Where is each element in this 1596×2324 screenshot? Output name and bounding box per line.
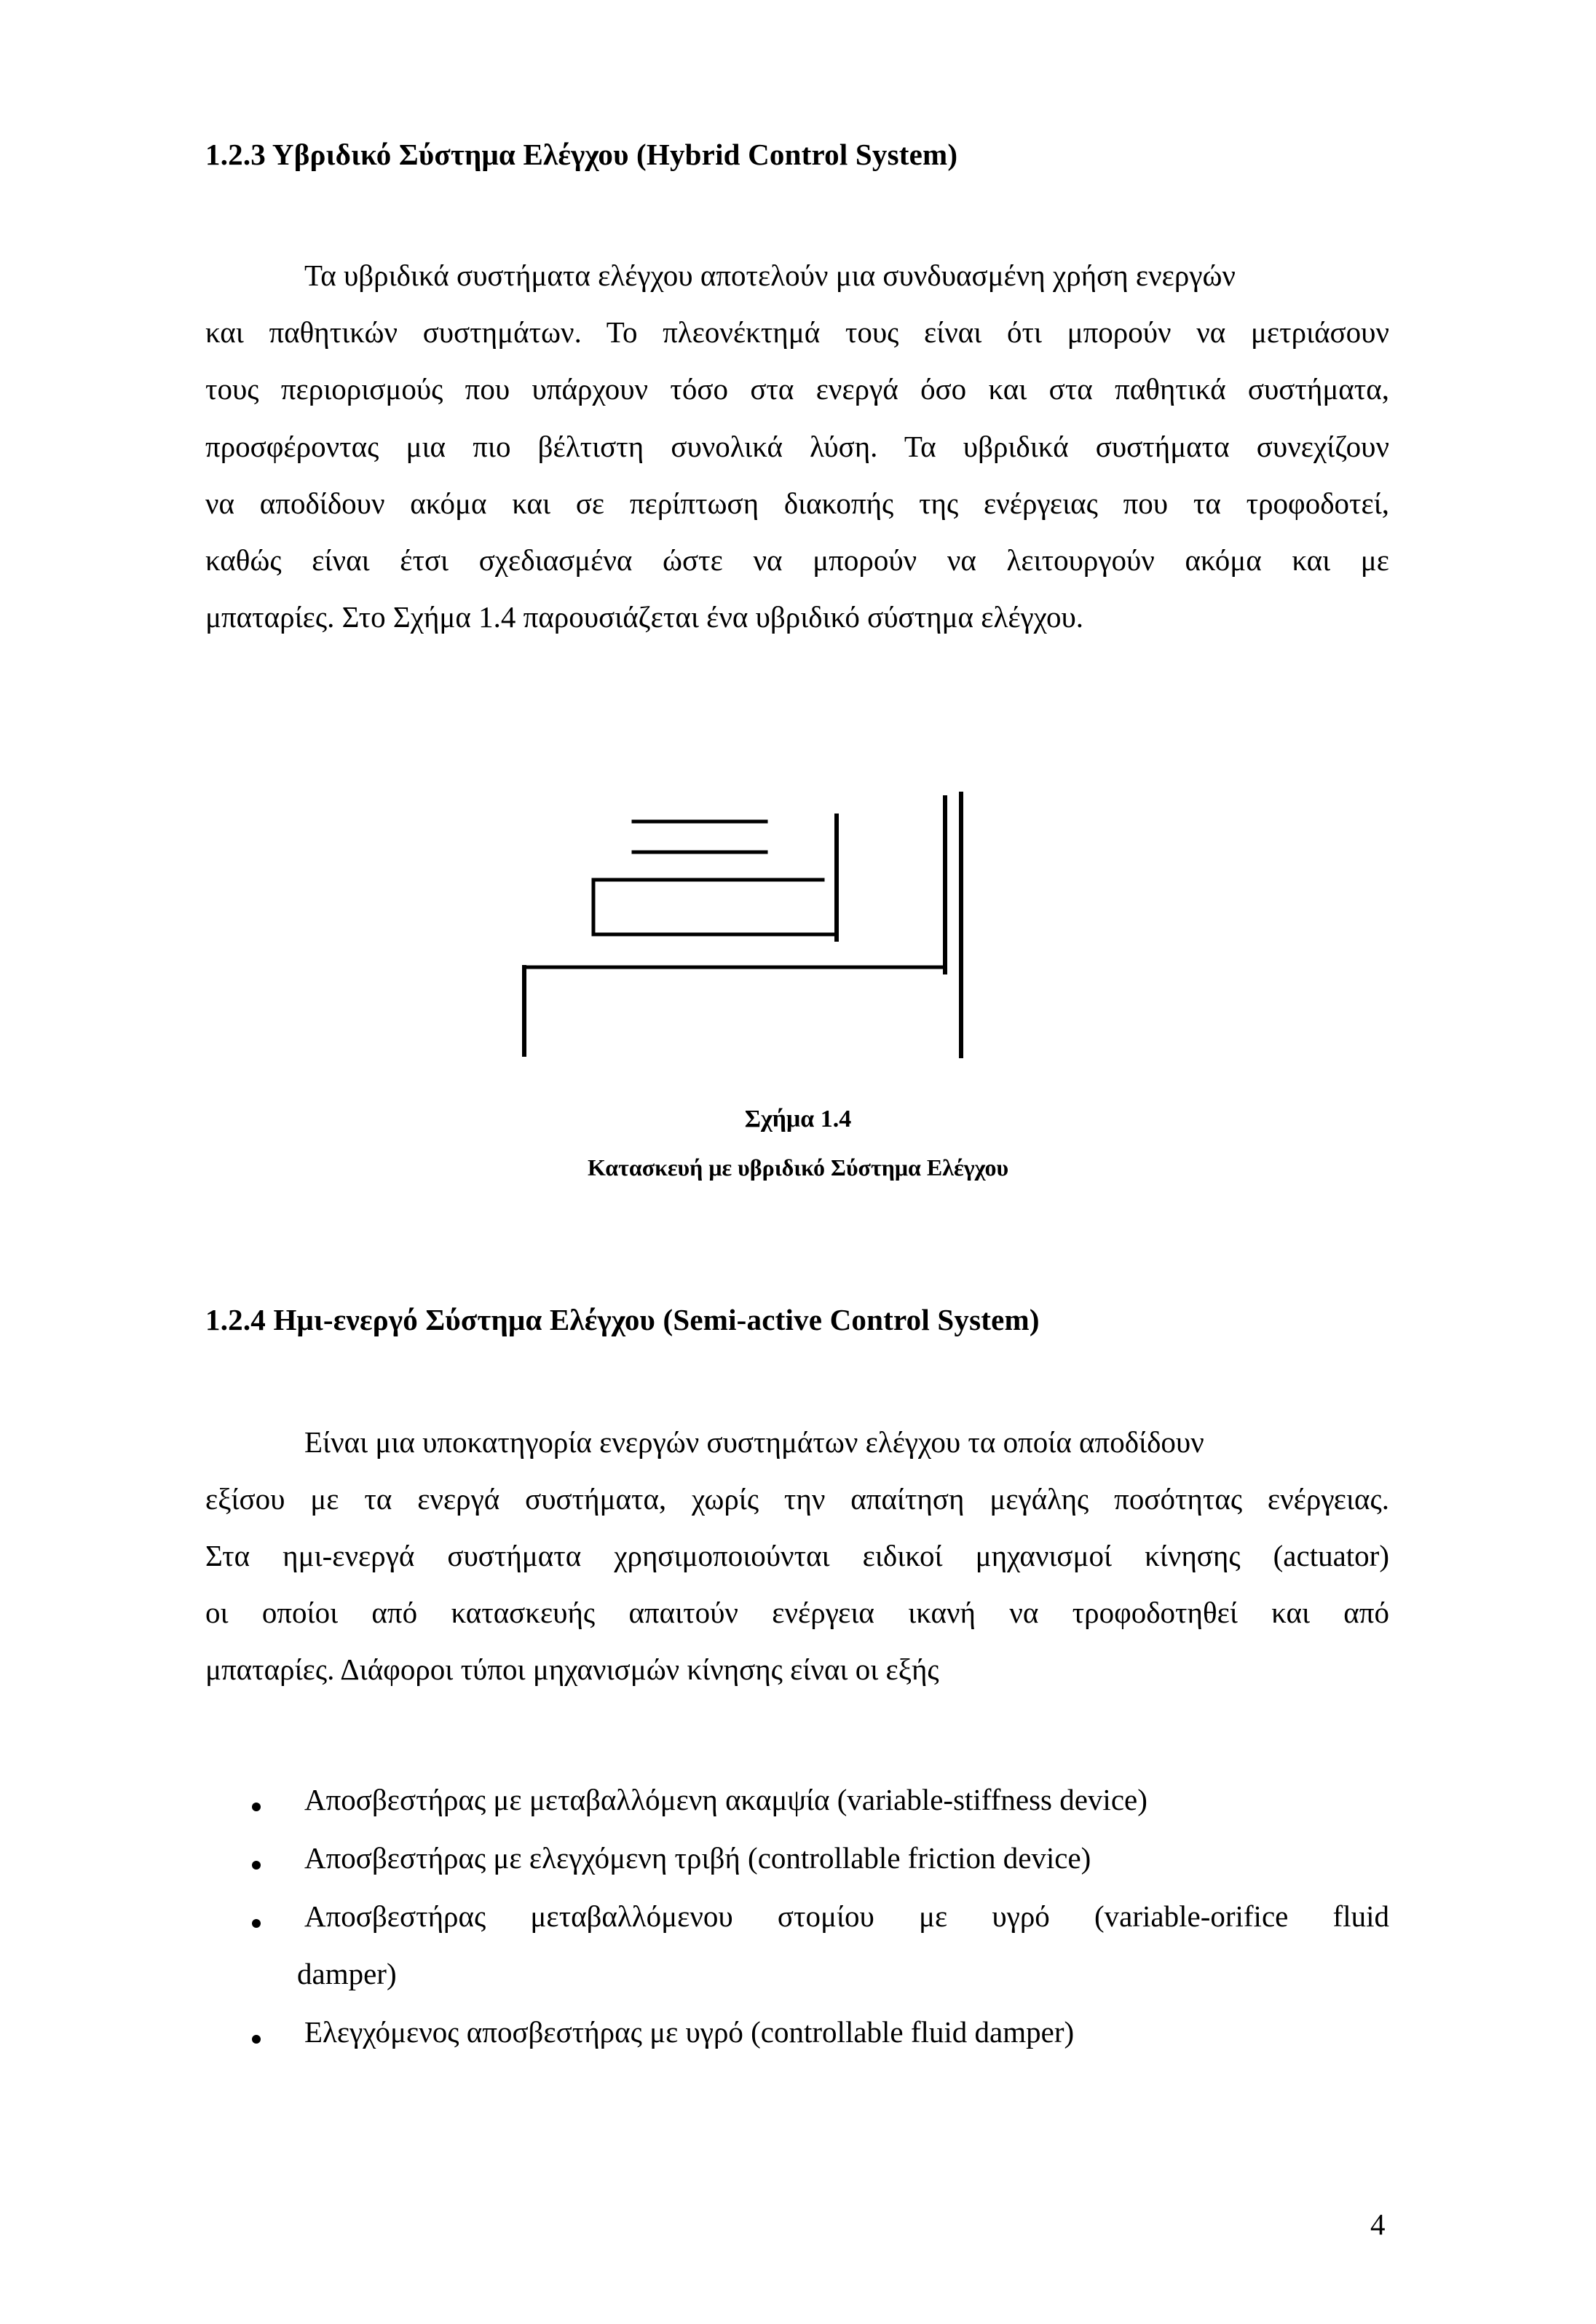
list-item: Αποσβεστήρας με μεταβαλλόμενη ακαμψία (variable-stiffness device) <box>304 1783 1147 1816</box>
paragraph-line: Τα υβριδικά συστήματα ελέγχου αποτελούν μια συνδυασμένη χρήση ενεργών <box>304 259 1236 292</box>
paragraph-line: καθώς είναι έτσι σχεδιασμένα ώστε να μπορούν να λειτουργούν ακόμα και με <box>205 543 1389 577</box>
bullet-dot-icon <box>252 1919 261 1928</box>
paragraph-line: μπαταρίες. Διάφοροι τύποι μηχανισμών κίνησης είναι οι εξής <box>205 1653 939 1686</box>
paragraph-line: προσφέροντας μια πιο βέλτιστη συνολικά λύση. Τα υβριδικά συστήματα συνεχίζουν <box>205 430 1389 463</box>
bullet-dot-icon <box>252 2035 261 2044</box>
list-item: Ελεγχόμενος αποσβεστήρας με υγρό (controllable fluid damper) <box>304 2015 1075 2049</box>
paragraph-line: Είναι μια υποκατηγορία ενεργών συστημάτων ελέγχου τα οποία αποδίδουν <box>304 1425 1204 1459</box>
bullet-dot-icon <box>252 1861 261 1870</box>
bullet-dot-icon <box>252 1803 261 1811</box>
figure-caption-title: Κατασκευή με υβριδικό Σύστημα Ελέγχου <box>587 1154 1009 1181</box>
paragraph-line: εξίσου με τα ενεργά συστήματα, χωρίς την απαίτηση μεγάλης ποσότητας ενέργειας. <box>205 1482 1389 1516</box>
paragraph-line: οι οποίοι από κατασκευής απαιτούν ενέργεια ικανή να τροφοδοτηθεί και από <box>205 1596 1389 1629</box>
paragraph-line: να αποδίδουν ακόμα και σε περίπτωση διακοπής της ενέργειας που τα τροφοδοτεί, <box>205 487 1389 520</box>
section-heading-hybrid: 1.2.3 Υβριδικό Σύστημα Ελέγχου (Hybrid Control System) <box>205 138 958 171</box>
list-item-continuation: damper) <box>297 1957 397 1990</box>
paragraph-line: τους περιορισμούς που υπάρχουν τόσο στα ενεργά όσο και στα παθητικά συστήματα, <box>205 372 1389 406</box>
paragraph-line: μπαταρίες. Στο Σχήμα 1.4 παρουσιάζεται ένα υβριδικό σύστημα ελέγχου. <box>205 600 1084 634</box>
list-item: Αποσβεστήρας μεταβαλλόμενου στομίου με υγρό (variable-orifice fluid <box>304 1899 1389 1933</box>
list-item: Αποσβεστήρας με ελεγχόμενη τριβή (controllable friction device) <box>304 1841 1091 1875</box>
page-number: 4 <box>1370 2207 1386 2241</box>
paragraph-line: και παθητικών συστημάτων. Το πλεονέκτημά τους είναι ότι μπορούν να μετριάσουν <box>205 315 1389 349</box>
figure-caption-number: Σχήμα 1.4 <box>744 1106 852 1133</box>
paragraph-line: Στα ημι-ενεργά συστήματα χρησιμοποιούνται ειδικοί μηχανισμοί κίνησης (actuator) <box>205 1539 1389 1572</box>
section-heading-semiactive: 1.2.4 Ημι-ενεργό Σύστημα Ελέγχου (Semi-active Control System) <box>205 1303 1040 1336</box>
